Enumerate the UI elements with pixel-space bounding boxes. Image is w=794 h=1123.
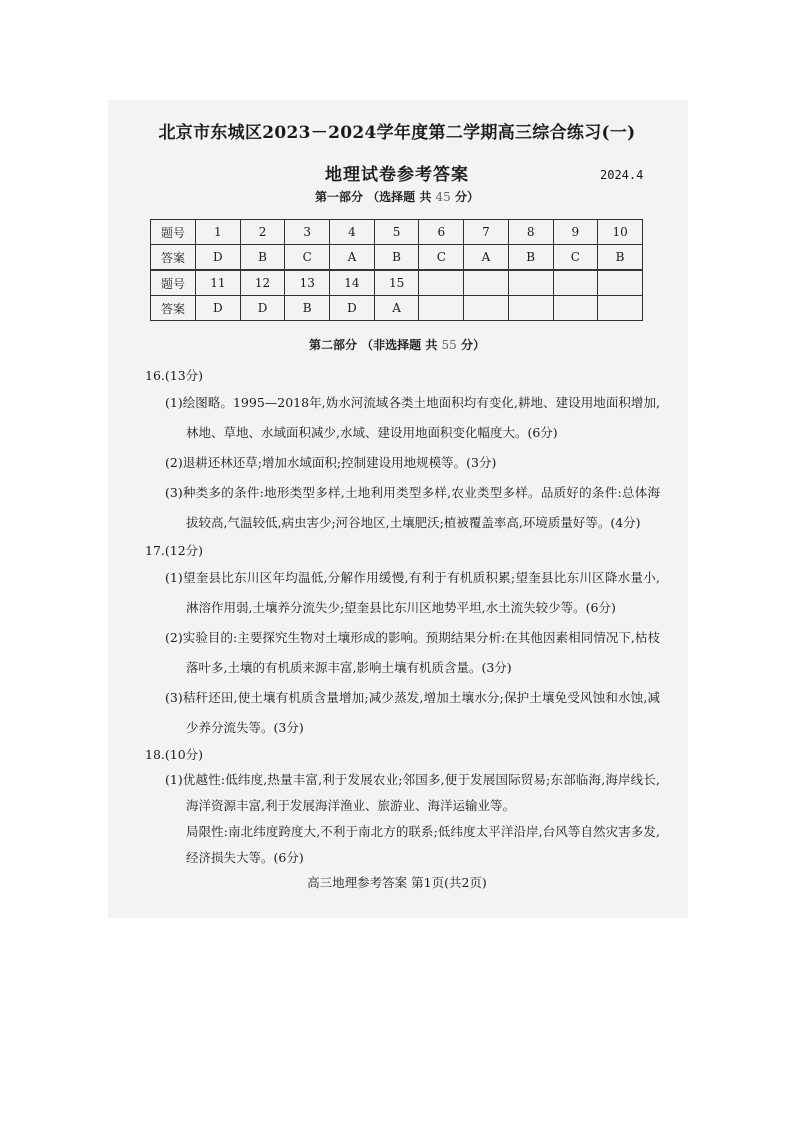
answer-item: (3)秸秆还田,使土壤有机质含量增加;减少蒸发,增加土壤水分;保护土壤免受风蚀和水蚀,减少养分流失等。(3分) [165,690,660,735]
question-number: 8 [508,220,553,245]
answer-cell: D [196,296,241,321]
question-number: 2 [240,220,285,245]
answer-item: (1)绘图略。1995—2018年,妫水河流域各类土地面积均有变化,耕地、建设用地面积增加,林地、草地、水域面积减少,水域、建设用地面积变化幅度大。(6分) [165,395,660,440]
answer-cell: D [196,245,241,270]
empty-cell [553,296,598,321]
table-row [151,296,643,321]
answer-cell: A [374,296,419,321]
question-17-answer [165,563,660,743]
answer-table-2 [150,270,643,321]
row-label: 答案 [151,296,196,321]
empty-cell [508,271,553,296]
question-number: 9 [553,220,598,245]
question-17-heading: 17.(12分) [145,543,204,558]
part2-heading: 第二部分 （非选择题 共 55 分） [308,338,486,352]
answer-item: (1)望奎县比东川区年均温低,分解作用缓慢,有利于有机质积累;望奎县比东川区降水量小,淋溶作用弱,土壤养分流失少;望奎县比东川区地势平坦,水土流失较少等。(6分) [165,570,660,615]
page-footer: 高三地理参考答案 第1页(共2页) [307,875,487,890]
table-row [151,271,643,296]
question-number: 13 [285,271,330,296]
answer-cell: A [464,245,509,270]
empty-cell [464,271,509,296]
empty-cell [508,296,553,321]
answer-cell: D [330,296,375,321]
document-title: 北京市东城区2023－2024学年度第二学期高三综合练习(一) [158,123,636,143]
answer-item: 局限性:南北纬度跨度大,不利于南北方的联系;低纬度太平洋沿岸,台风等自然灾害多发,经济损失大等。(6分) [186,824,660,865]
table-row [151,220,643,245]
answer-item: (1)优越性:低纬度,热量丰富,利于发展农业;邻国多,便于发展国际贸易;东部临海,海岸线长,海洋资源丰富,利于发展海洋渔业、旅游业、海洋运输业等。 [165,772,660,813]
question-number: 5 [374,220,419,245]
answer-cell: C [285,245,330,270]
empty-cell [464,296,509,321]
question-number: 10 [598,220,643,245]
question-number: 3 [285,220,330,245]
part1-heading: 第一部分 （选择题 共 45 分） [314,190,480,204]
answer-cell: A [330,245,375,270]
row-label: 题号 [151,271,196,296]
empty-cell [553,271,598,296]
answer-cell: B [508,245,553,270]
question-number: 11 [196,271,241,296]
question-number: 4 [330,220,375,245]
row-label: 题号 [151,220,196,245]
question-number: 6 [419,220,464,245]
answer-item: (2)退耕还林还草;增加水域面积;控制建设用地规模等。(3分) [165,455,497,470]
empty-cell [598,271,643,296]
question-number: 15 [374,271,419,296]
document-subtitle: 地理试卷参考答案 [325,165,469,185]
answer-cell: B [285,296,330,321]
question-18-answer [165,767,660,871]
answer-cell: B [240,245,285,270]
table-row [151,245,643,270]
answer-table-1 [150,219,643,270]
question-number: 12 [240,271,285,296]
question-number: 1 [196,220,241,245]
answer-cell: B [374,245,419,270]
document-date: 2024.4 [600,168,644,182]
question-16-heading: 16.(13分) [145,368,204,383]
row-label: 答案 [151,245,196,270]
question-18-heading: 18.(10分) [145,747,204,762]
empty-cell [419,271,464,296]
answer-item: (3)种类多的条件:地形类型多样,土地利用类型多样,农业类型多样。品质好的条件:总体海拔较高,气温较低,病虫害少;河谷地区,土壤肥沃;植被覆盖率高,环境质量好等。(4分) [165,485,660,530]
answer-cell: D [240,296,285,321]
question-number: 7 [464,220,509,245]
answer-cell: C [553,245,598,270]
empty-cell [419,296,464,321]
answer-cell: B [598,245,643,270]
question-number: 14 [330,271,375,296]
question-16-answer [165,388,660,538]
empty-cell [598,296,643,321]
answer-item: (2)实验目的:主要探究生物对土壤形成的影响。预期结果分析:在其他因素相同情况下,枯枝落叶多,土壤的有机质来源丰富,影响土壤有机质含量。(3分) [165,630,660,675]
answer-cell: C [419,245,464,270]
